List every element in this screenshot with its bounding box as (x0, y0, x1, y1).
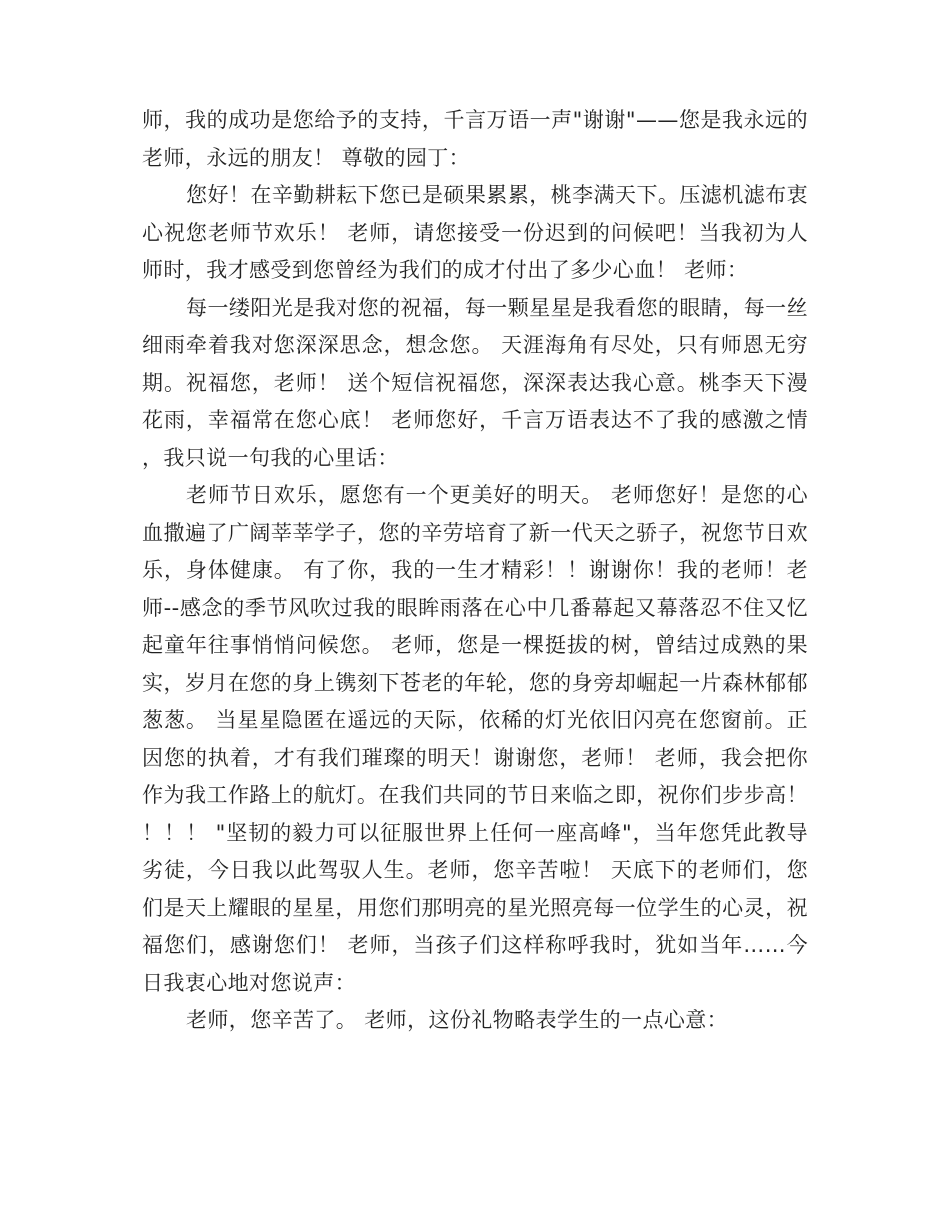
paragraph-1: 师，我的成功是您给予的支持，千言万语一声"谢谢"——您是我永远的老师，永远的朋友！ 尊敬的园丁： (142, 108, 808, 170)
paragraph-2: 您好！在辛勤耕耘下您已是硕果累累，桃李满天下。压滤机滤布衷心祝您老师节欢乐！ 老师，请您接受一份迟到的问候吧！当我初为人师时，我才感受到您曾经为我们的成才付出了多少心血！ 老师： (142, 183, 808, 282)
paragraph-3: 每一缕阳光是我对您的祝福，每一颗星星是我看您的眼睛，每一丝细雨牵着我对您深深思念，想念您。 天涯海角有尽处，只有师恩无穷期。祝福您，老师！ 送个短信祝福您，深深表达我心意。桃李天下漫花雨，幸福常在您心底！ 老师您好，千言万语表达不了我的感激之情，我只说一句我的心里话： (142, 295, 808, 470)
document-body (142, 102, 808, 1040)
paragraph-4: 老师节日欢乐，愿您有一个更美好的明天。 老师您好！是您的心血撒遍了广阔莘莘学子，您的辛劳培育了新一代天之骄子，祝您节日欢乐，身体健康。 有了你，我的一生才精彩！！谢谢你！我的老师！老师--感念的季节风吹过我的眼眸雨落在心中几番幕起又幕落忍不住又忆起童年往事悄悄问候您。 老师，您是一棵挺拔的树，曾结过成熟的果实，岁月在您的身上镌刻下苍老的年轮，您的身旁却崛起一片森林郁郁葱葱。 当星星隐匿在遥远的天际，依稀的灯光依旧闪亮在您窗前。正因您的执着，才有我们璀璨的明天！谢谢您，老师！ 老师，我会把你作为我工作路上的航灯。在我们共同的节日来临之即，祝你们步步高！！！！ "坚韧的毅力可以征服世界上任何一座高峰"，当年您凭此教导劣徒，今日我以此驾驭人生。老师，您辛苦啦！ 天底下的老师们，您们是天上耀眼的星星，用您们那明亮的星光照亮每一位学生的心灵，祝福您们，感谢您们！ 老师，当孩子们这样称呼我时，犹如当年……今日我衷心地对您说声： (142, 483, 808, 995)
paragraph-5: 老师，您辛苦了。 老师，这份礼物略表学生的一点心意： (186, 1008, 729, 1032)
